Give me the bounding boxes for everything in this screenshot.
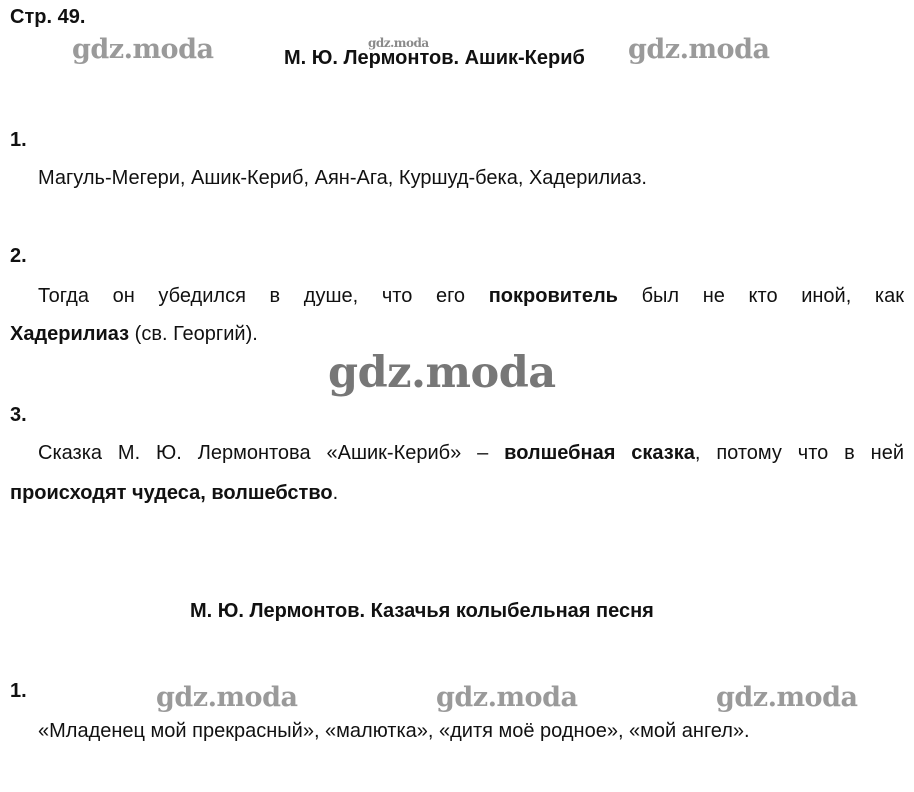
answer-line — [10, 482, 338, 505]
watermark: gdz.moda — [436, 682, 578, 713]
answer-bold: происходят чудеса, волшебство — [10, 482, 333, 504]
answer-text: Магуль-Мегери, Ашик-Кериб, Аян-Ага, Куршуд-бека, Хадерилиаз. — [38, 167, 647, 189]
answer-text: Тогда он убедился в душе, что его — [38, 285, 489, 307]
question-number: 1. — [10, 680, 27, 702]
section-title-lullaby: М. Ю. Лермонтов. Казачья колыбельная песня — [190, 600, 654, 622]
answer-text: . — [332, 482, 339, 504]
answer-text: «Младенец мой прекрасный», «малютка», «дитя моё родное», «мой ангел». — [38, 720, 750, 742]
answer-text: Сказка М. Ю. Лермонтова «Ашик-Кериб» – — [38, 442, 505, 464]
watermark: gdz.moda — [716, 682, 858, 713]
answer-line — [38, 442, 904, 465]
question-number: 2. — [10, 245, 27, 267]
answer-text: (св. Георгий). — [129, 323, 258, 345]
watermark: gdz.moda — [156, 682, 298, 713]
answer-line — [10, 323, 258, 346]
answer-bold: покровитель — [488, 285, 618, 307]
answer-text: был не кто иной, как — [617, 285, 904, 307]
question-number: 3. — [10, 404, 27, 426]
answer-text: , потому что в ней — [694, 442, 905, 464]
page-label: Стр. 49. — [10, 6, 86, 28]
answer-bold: Хадерилиаз — [10, 323, 130, 345]
watermark-large: gdz.moda — [328, 348, 556, 398]
watermark-small: gdz.moda — [368, 36, 429, 50]
section-title-ashik-kerib: М. Ю. Лермонтов. Ашик-Кериб — [284, 47, 585, 69]
answer-line — [38, 285, 904, 308]
watermark: gdz.moda — [72, 34, 214, 65]
answer-bold: волшебная сказка — [504, 442, 695, 464]
watermark: gdz.moda — [628, 34, 770, 65]
question-number: 1. — [10, 129, 27, 151]
